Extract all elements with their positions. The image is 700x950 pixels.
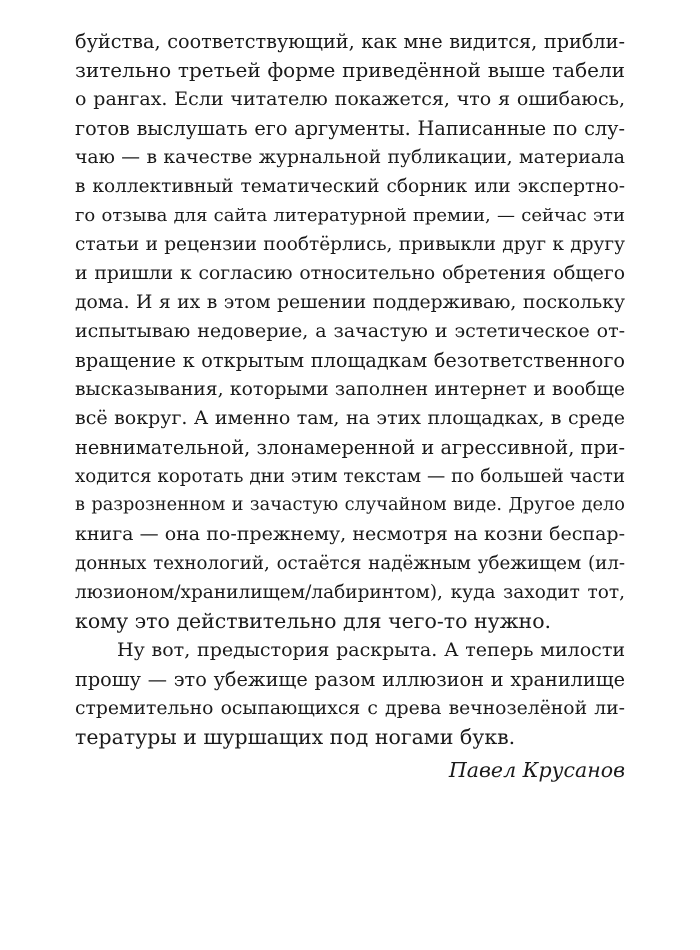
text-line: в коллективный тематический сборник или экспертно-	[75, 176, 625, 197]
text-line: буйства, соответствующий, как мне видится, прибли-	[75, 30, 625, 53]
text-line: зительно третьей форме приведённой выше табели	[75, 58, 625, 82]
text-line: всё вокруг. А именно там, на этих площадках, в среде	[75, 407, 625, 429]
page-body	[75, 27, 625, 752]
text-line: прошу — это убежище разом иллюзион и хранилище	[75, 668, 625, 691]
text-line: ходится коротать дни этим текстам — по большей части	[75, 466, 625, 487]
text-line: о рангах. Если читателю покажется, что я ошибаюсь,	[75, 88, 625, 110]
paragraph-2	[75, 636, 625, 752]
text-line: чаю — в качестве журнальной публикации, материала	[75, 147, 625, 168]
text-line: кому это действительно для чего-то нужно.	[75, 609, 552, 633]
text-line: и пришли к согласию относительно обретения общего	[75, 263, 625, 284]
text-line: статьи и рецензии пообтёрлись, привыкли друг к другу	[75, 234, 625, 255]
text-line: Ну вот, предыстория раскрыта. А теперь милости	[117, 639, 625, 661]
text-line: люзионом/хранилищем/лабиринтом), куда заходит тот,	[75, 582, 625, 603]
text-line: готов выслушать его аргументы. Написанные по слу-	[75, 117, 625, 140]
text-line: в разрозненном и зачастую случайном виде. Другое дело	[75, 495, 625, 515]
text-line: тературы и шуршащих под ногами букв.	[75, 725, 516, 749]
text-line: донных технологий, остаётся надёжным убежищем (ил-	[75, 553, 625, 574]
author-signature: Павел Крусанов	[448, 758, 625, 782]
text-line: высказывания, которыми заполнен интернет и вообще	[75, 379, 625, 400]
text-line: невнимательной, злонамеренной и агрессивной, при-	[75, 436, 625, 459]
text-line: вращение к открытым площадкам безответственного	[75, 349, 625, 372]
text-line: го отзыва для сайта литературной премии, — сейчас эти	[75, 205, 625, 226]
text-line: дома. И я их в этом решении поддерживаю, поскольку	[75, 292, 625, 313]
text-line: испытываю недоверие, а зачастую и эстетическое от-	[75, 320, 625, 342]
paragraph-1	[75, 27, 625, 636]
text-line: книга — она по-прежнему, несмотря на козни беспар-	[75, 523, 625, 545]
text-line: стремительно осыпающихся с древа вечнозелёной ли-	[75, 698, 625, 719]
